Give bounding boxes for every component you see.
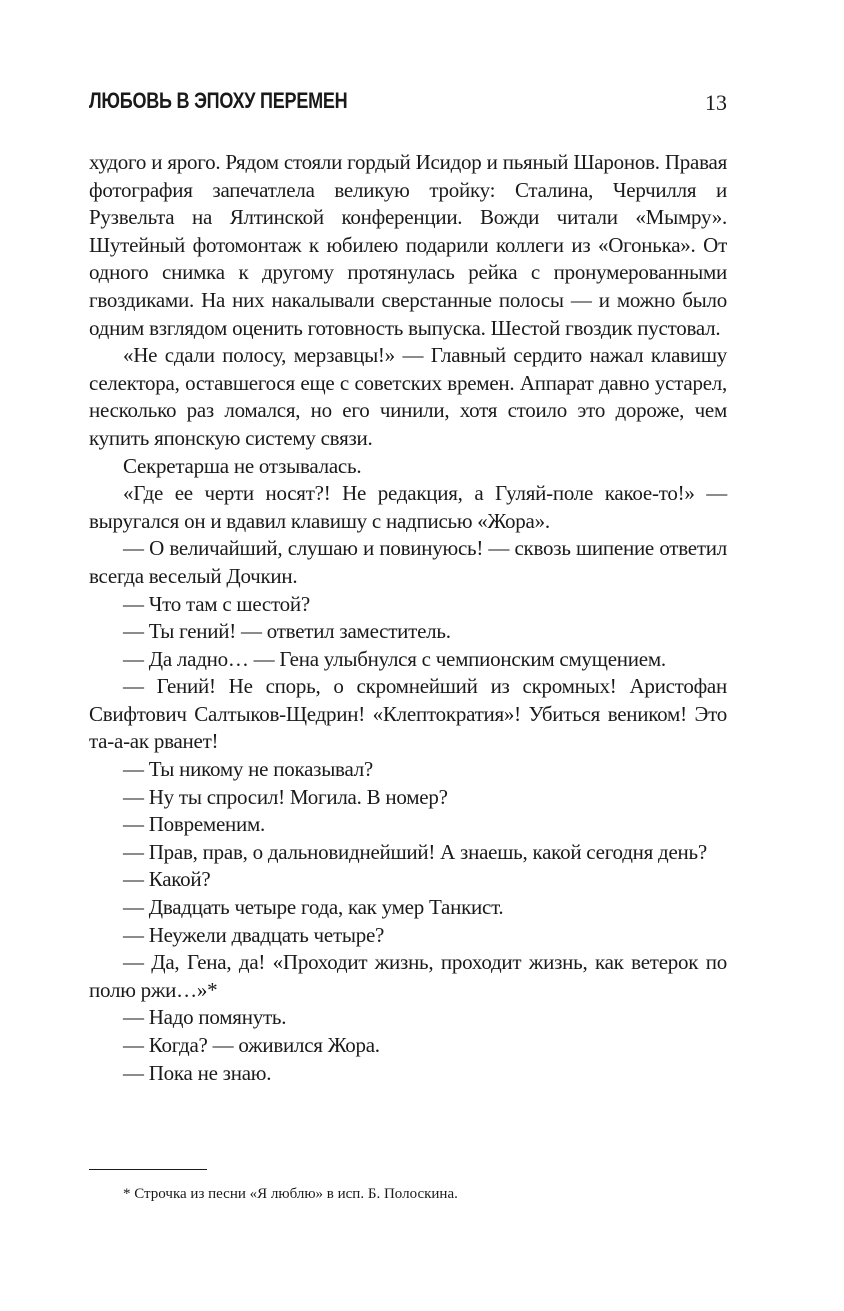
dialogue-line: — Прав, прав, о дальновиднейший! А знаешь, какой сегодня день? [123,839,707,864]
dialogue-line: — Да ладно… — Гена улыбнулся с чемпионским смущением. [123,646,666,671]
paragraph: «Не сдали полосу, мерзавцы!» — Главный сердито нажал клавишу селектора, оставшегося еще с советских времен. Аппарат давно устарел, несколько раз ломался, но его чинили, хотя стоило это дороже, чем купить японскую систему связи. [89,343,727,450]
dialogue-line: — Когда? — оживился Жора. [123,1033,380,1057]
dialogue-line: — Неужели двадцать четыре? [123,922,385,947]
dialogue-line: — О величайший, слушаю и повинуюсь! — сквозь шипение ответил всегда веселый Дочкин. [89,536,727,588]
dialogue-line: — Надо помянуть. [123,1005,287,1030]
body-text [89,149,727,1087]
dialogue-line: — Пока не знаю. [123,1060,272,1085]
dialogue-line: — Что там с шестой? [123,591,310,616]
running-title: ЛЮБОВЬ В ЭПОХУ ПЕРЕМЕН [89,88,348,113]
dialogue-line: — Какой? [123,867,211,892]
dialogue-line: — Повременим. [123,812,266,837]
dialogue-line: — Ты никому не показывал? [123,757,373,782]
dialogue-line: — Ты гений! — ответил заместитель. [123,619,451,644]
footnote: * Строчка из песни «Я люблю» в исп. Б. Полоскина. [123,1186,458,1202]
dialogue-line: — Гений! Не спорь, о скромнейший из скромных! Аристофан Свифтович Салтыков-Щедрин! «Клептократия»! Убиться веником! Это та-а-ак рванет! [89,674,727,754]
paragraph: «Где ее черти носят?! Не редакция, а Гуляй-поле какое-то!» — выругался он и вдавил клавишу с надписью «Жора». [89,481,727,533]
paragraph: Секретарша не отзывалась. [123,453,362,478]
page-number: 13 [705,90,727,115]
dialogue-line: — Да, Гена, да! «Проходит жизнь, проходит жизнь, как ветерок по полю ржи…»* [89,950,727,1002]
dialogue-line: — Ну ты спросил! Могила. В номер? [123,784,448,809]
dialogue-line: — Двадцать четыре года, как умер Танкист. [123,895,504,920]
footnote-divider [89,1169,207,1170]
paragraph: худого и ярого. Рядом стояли гордый Исидор и пьяный Шаронов. Правая фотография запечатлела великую тройку: Сталина, Черчилля и Рузвельта на Ялтинской конференции. Вожди читали «Мымру». Шутейный фотомонтаж к юбилею подарили коллеги из «Огонька». От одного снимка к другому протянулась рейка с пронумерованными гвоздиками. На них накалывали сверстанные полосы — и можно было одним взглядом оценить готовность выпуска. Шестой гвоздик пустовал. [89,150,727,340]
page-header [89,88,727,128]
